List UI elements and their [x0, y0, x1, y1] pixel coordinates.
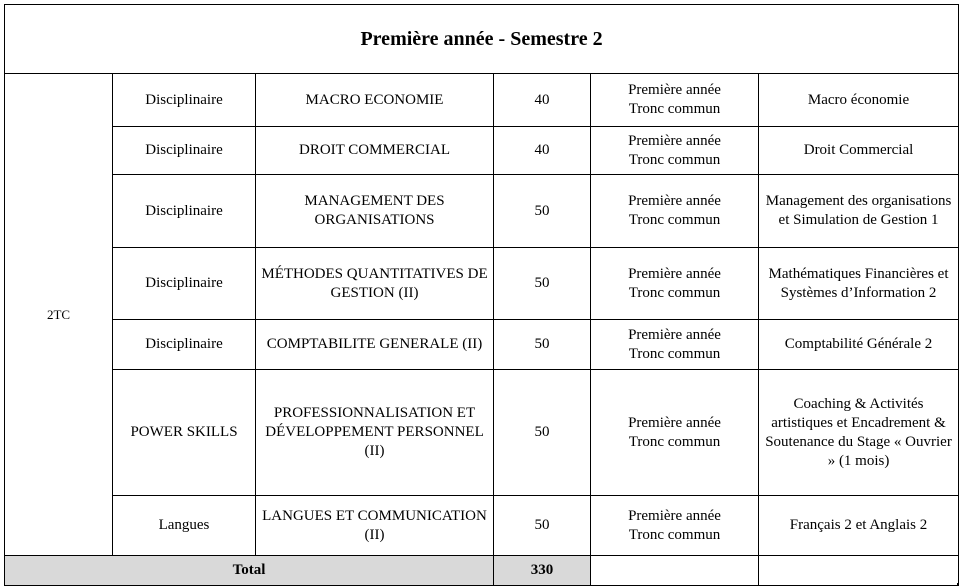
total-row: [5, 556, 959, 586]
hours-cell: 50: [494, 496, 591, 556]
category-cell: Disciplinaire: [113, 74, 256, 127]
content-cell: Coaching & Activités artistiques et Encadrement & Soutenance du Stage « Ouvrier » (1 mois): [759, 370, 959, 496]
table-title: Première année - Semestre 2: [5, 5, 959, 74]
hours-cell: 40: [494, 74, 591, 127]
content-cell: Mathématiques Financières et Systèmes d’Information 2: [759, 248, 959, 320]
total-blank-cell: [591, 556, 759, 586]
module-cell: PROFESSIONNALISATION ET DÉVELOPPEMENT PERSONNEL (II): [256, 370, 494, 496]
content-cell: Comptabilité Générale 2: [759, 320, 959, 370]
table-row: [5, 127, 959, 175]
total-label: Total: [5, 556, 494, 586]
title-row: [5, 5, 959, 74]
total-blank-cell: [759, 556, 959, 586]
table-row: [5, 248, 959, 320]
content-cell: Français 2 et Anglais 2: [759, 496, 959, 556]
hours-cell: 50: [494, 320, 591, 370]
table-row: [5, 320, 959, 370]
content-cell: Droit Commercial: [759, 127, 959, 175]
category-cell: Disciplinaire: [113, 320, 256, 370]
table-row: [5, 496, 959, 556]
hours-cell: 50: [494, 175, 591, 248]
hours-cell: 40: [494, 127, 591, 175]
hours-cell: 50: [494, 370, 591, 496]
table-row: [5, 370, 959, 496]
module-cell: MACRO ECONOMIE: [256, 74, 494, 127]
program-code: 2TC: [5, 74, 113, 556]
category-cell: Disciplinaire: [113, 127, 256, 175]
module-cell: MANAGEMENT DES ORGANISATIONS: [256, 175, 494, 248]
module-cell: LANGUES ET COMMUNICATION (II): [256, 496, 494, 556]
level-cell: Première année Tronc commun: [591, 175, 759, 248]
level-cell: Première année Tronc commun: [591, 248, 759, 320]
level-cell: Première année Tronc commun: [591, 127, 759, 175]
content-cell: Management des organisations et Simulation de Gestion 1: [759, 175, 959, 248]
module-cell: MÉTHODES QUANTITATIVES DE GESTION (II): [256, 248, 494, 320]
hours-cell: 50: [494, 248, 591, 320]
content-cell: Macro économie: [759, 74, 959, 127]
level-cell: Première année Tronc commun: [591, 74, 759, 127]
level-cell: Première année Tronc commun: [591, 320, 759, 370]
category-cell: Disciplinaire: [113, 175, 256, 248]
level-cell: Première année Tronc commun: [591, 370, 759, 496]
category-cell: Langues: [113, 496, 256, 556]
total-hours: 330: [494, 556, 591, 586]
category-cell: POWER SKILLS: [113, 370, 256, 496]
category-cell: Disciplinaire: [113, 248, 256, 320]
table-row: [5, 175, 959, 248]
curriculum-table: [4, 4, 959, 586]
table-row: [5, 74, 959, 127]
module-cell: DROIT COMMERCIAL: [256, 127, 494, 175]
level-cell: Première année Tronc commun: [591, 496, 759, 556]
module-cell: COMPTABILITE GENERALE (II): [256, 320, 494, 370]
